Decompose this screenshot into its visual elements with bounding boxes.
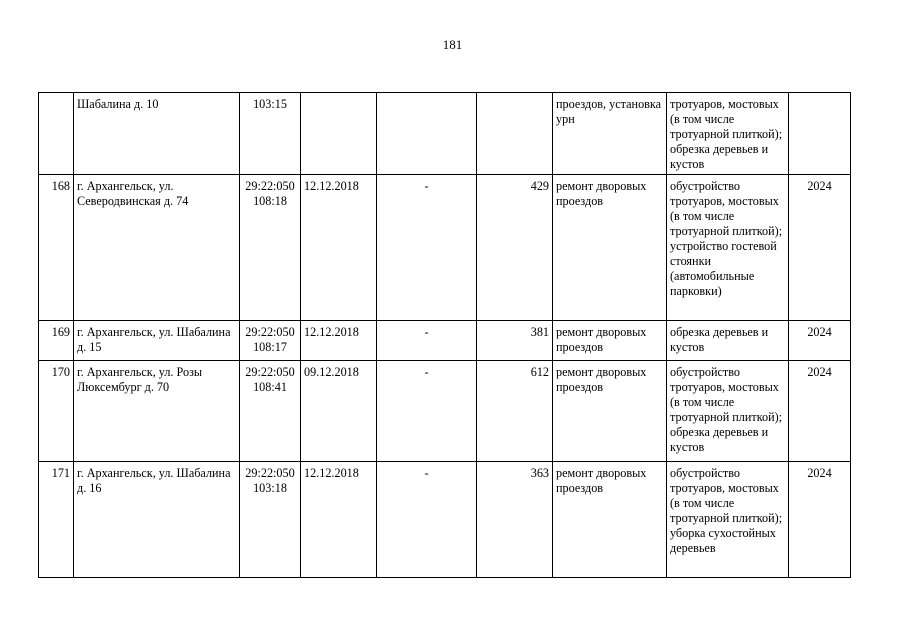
address-cell: Шабалина д. 10 xyxy=(74,93,240,175)
date-cell xyxy=(301,93,377,175)
page-number: 181 xyxy=(442,37,463,52)
work-details-cell: обустройство тротуаров, мостовых (в том числе тротуарной плиткой); обрезка деревьев и кустов xyxy=(667,361,789,462)
table-row xyxy=(39,321,851,361)
address-cell: г. Архангельск, ул. Розы Люксембург д. 70 xyxy=(74,361,240,462)
address-cell: г. Архангельск, ул. Шабалина д. 15 xyxy=(74,321,240,361)
work-type-cell: ремонт дворовых проездов xyxy=(553,321,667,361)
area-cell: 612 xyxy=(477,361,553,462)
date-cell: 12.12.2018 xyxy=(301,175,377,321)
year-cell xyxy=(789,93,851,175)
area-cell: 363 xyxy=(477,462,553,578)
table-row xyxy=(39,175,851,321)
registry-table xyxy=(38,92,851,578)
work-type-cell: ремонт дворовых проездов xyxy=(553,175,667,321)
address-cell: г. Архангельск, ул. Шабалина д. 16 xyxy=(74,462,240,578)
area-cell: 381 xyxy=(477,321,553,361)
cadastral-number-cell: 29:22:050 108:17 xyxy=(240,321,301,361)
work-details-cell: тротуаров, мостовых (в том числе тротуарной плиткой); обрезка деревьев и кустов xyxy=(667,93,789,175)
table-row xyxy=(39,361,851,462)
year-cell: 2024 xyxy=(789,321,851,361)
table-row xyxy=(39,93,851,175)
row-number-cell xyxy=(39,93,74,175)
area-cell xyxy=(477,93,553,175)
row-number-cell: 169 xyxy=(39,321,74,361)
empty-value-cell: - xyxy=(377,175,477,321)
row-number-cell: 168 xyxy=(39,175,74,321)
table-row xyxy=(39,462,851,578)
empty-value-cell: - xyxy=(377,462,477,578)
date-cell: 09.12.2018 xyxy=(301,361,377,462)
cadastral-number-cell: 103:15 xyxy=(240,93,301,175)
empty-value-cell xyxy=(377,93,477,175)
date-cell: 12.12.2018 xyxy=(301,321,377,361)
cadastral-number-cell: 29:22:050 108:41 xyxy=(240,361,301,462)
area-cell: 429 xyxy=(477,175,553,321)
year-cell: 2024 xyxy=(789,462,851,578)
work-type-cell: ремонт дворовых проездов xyxy=(553,462,667,578)
address-cell: г. Архангельск, ул. Северодвинская д. 74 xyxy=(74,175,240,321)
cadastral-number-cell: 29:22:050 108:18 xyxy=(240,175,301,321)
empty-value-cell: - xyxy=(377,361,477,462)
row-number-cell: 171 xyxy=(39,462,74,578)
work-details-cell: обрезка деревьев и кустов xyxy=(667,321,789,361)
row-number-cell: 170 xyxy=(39,361,74,462)
year-cell: 2024 xyxy=(789,175,851,321)
year-cell: 2024 xyxy=(789,361,851,462)
work-type-cell: ремонт дворовых проездов xyxy=(553,361,667,462)
work-type-cell: проездов, установка урн xyxy=(553,93,667,175)
work-details-cell: обустройство тротуаров, мостовых (в том числе тротуарной плиткой); уборка сухостойных деревьев xyxy=(667,462,789,578)
empty-value-cell: - xyxy=(377,321,477,361)
date-cell: 12.12.2018 xyxy=(301,462,377,578)
work-details-cell: обустройство тротуаров, мостовых (в том числе тротуарной плиткой); устройство гостевой стоянки (автомобильные парковки) xyxy=(667,175,789,321)
cadastral-number-cell: 29:22:050 103:18 xyxy=(240,462,301,578)
